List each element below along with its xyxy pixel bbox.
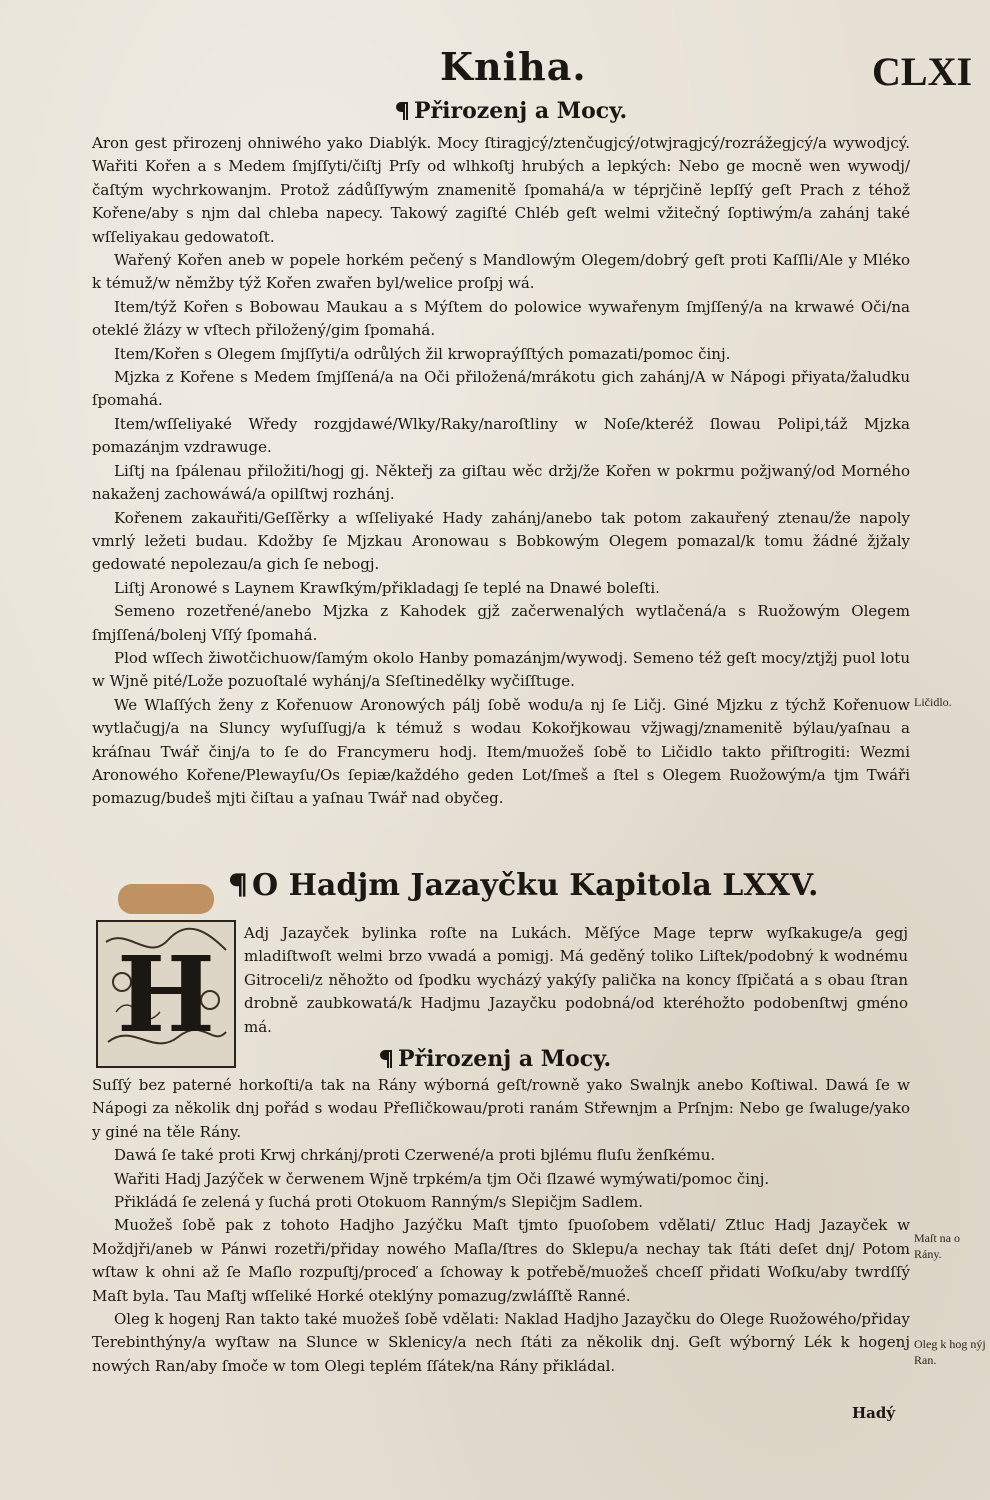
paragraph: Kořenem zakauřiti/Geſſěrky a wſſeliyaké Hady zahánj/anebo tak potom zakauřený ztenau/že napoly vmrlý ležeti budau. Kdožby ſe Mjzkau Aronowau s Bobkowým Olegem pomazal/k tomu žádné žjžaly gedowaté nepolezau/a gich ſe nebogj.	[92, 508, 910, 574]
decorated-initial	[96, 920, 236, 1068]
paragraph: Liſtj na ſpálenau přiložiti/hogj gj. Někteřj za giſtau wěc držj/že Kořen w pokrmu požjwaný/od Morného nakaženj zachowáwá/a opilſtwj rozhánj.	[92, 461, 910, 504]
chapter-intro-text	[244, 922, 908, 1039]
paragraph: Plod wſſech žiwotčichuow/ſamým okolo Hanby pomazánjm/wywodj. Semeno též geſt mocy/ztjžj puol lotu w Wjně pité/Lože pozuoſtalé wyhánj/a Sſeſtinedělky wyčiſſtuge.	[92, 648, 910, 691]
paragraph: Adj Jazayček bylinka roſte na Lukách. Měſýce Mage teprw wyſkakuge/a gegj mladiſtwoſt welmi brzo vwadá a pomigj. Má geděný toliko Liſtek/podobný k wodnému Gitroceli/z něhožto od ſpodku wycházý yakýſy palička na koncy ſſpičatá a s obau ſtran drobně zaubkowatá/k Hadjmu Jazayčku podobná/od kteréhožto podobenſtwj gméno má.	[244, 924, 908, 1036]
pilcrow-icon	[230, 872, 248, 898]
initial-letter: H	[116, 932, 216, 1056]
paragraph: Mjzka z Kořene s Medem ſmjſſená/a na Oči přiložená/mrákotu gich zahánj/A w Nápogi přiyata/žaludku ſpomahá.	[92, 368, 910, 410]
section-heading-properties	[396, 98, 627, 124]
paragraph: Item/týž Kořen s Bobowau Maukau a s Mýſtem do polowice wywařenym ſmjſſený/a na krwawé Oči/na oteklé žlázy w vſtech přiložený/gim ſpomahá.	[92, 297, 910, 340]
running-head: Kniha.	[440, 44, 587, 89]
catchword: Hadý	[852, 1404, 896, 1422]
margin-note-mast: Maſt na o Rány.	[914, 1231, 960, 1261]
pilcrow-icon	[396, 101, 410, 121]
margin-note-licidlo: Ličidlo.	[914, 695, 952, 709]
paragraph: Dawá ſe také proti Krwj chrkánj/proti Czerwené/a proti bjlému fluſu ženſkému.	[114, 1146, 716, 1165]
paragraph: We Wlaſſých ženy z Kořenuow Aronowých pálj ſobě wodu/a nj ſe Ličj. Giné Mjzku z týchž Kořenuow wytlačugj/a na Sluncy wyſuſſugj/a k témuž s wodau Kokořjkowau vžjwagj/znamenitě býlau/yaſnau a kráſnau Twář činj/a to ſe do Francymeru hodj. Item/muožeš ſobě to Ličidlo takto přiſtrogiti: Wezmi Aronowého Kořene/Plewayſu/Os ſepiæ/každého geden Lot/ſmeš a ſtel s Olegem Ruožowým/a tjm Twáři pomazug/budeš mjti čiſtau a yaſnau Twář nad obyčeg.	[92, 695, 910, 808]
paragraph: Semeno rozetřené/anebo Mjzka z Kahodek gjž začerwenalých wytlačená/a s Ruožowým Olegem ſmjſſená/bolenj Vſſý ſpomahá.	[92, 602, 910, 644]
chapter-heading	[230, 868, 818, 903]
paragraph: Suſſý bez paterné horkoſti/a tak na Rány wýborná geſt/rowně yako Swalnjk anebo Koſtiwal. Dawá ſe w Nápogi za několik dnj pořád s wodau Přeſličkowau/proti ranám Střewnjm a Prſnjm: Nebo ge ſwaluge/yako y giné na těle Rány.	[92, 1076, 910, 1141]
paragraph: Oleg k hogenj Ran takto také muožeš ſobě vdělati: Naklad Hadjho Jazayčku do Olege Ruožowého/přiday Terebinthýny/a wyſtaw na Slunce w Sklenicy/a nech ſtáti za několik dnj. Geſt wýborný Lék k hogenj nowých Ran/aby ſmoče w tom Olegi teplém ſſátek/na Rány přikládal.	[92, 1310, 910, 1375]
section-heading-text: Přirozenj a Mocy.	[414, 98, 628, 124]
paper-stain	[118, 884, 214, 914]
pilcrow-icon	[380, 1049, 394, 1069]
folio-number: CLXI	[872, 49, 973, 94]
section-heading-properties-2	[380, 1046, 611, 1072]
section-heading-text: Přirozenj a Mocy.	[398, 1046, 612, 1072]
paragraph: Item/Kořen s Olegem ſmjſſyti/a odrůlých žil krwopraýſſtých pomazati/pomoc činj.	[114, 344, 731, 363]
paragraph: Aron gest přirozenj ohniwého yako Diablýk. Mocy ſtiragjcý/ztenčugjcý/otwjragjcý/rozrážegjcý/a wywodjcý. Wařiti Kořen a s Medem ſmjſſyti/čiſtj Prſy od wlhkoſtj hrubých a lepkých: Nebo ge mocně wen wywodj/čaſtým wychrkowanjm. Protož zádůſſywým znamenitě ſpomahá/a w téprjčině lepſſý geſt Prach z téhož Kořene/aby s njm dal chleba napecy. Takowý zagiſté Chléb geſt welmi vžitečný ſoptiwým/a zahánj také wſſeliyakau gedowatoſt.	[92, 134, 910, 246]
section-2-text	[92, 1074, 910, 1378]
paragraph: Wařiti Hadj Jazýček w čerwenem Wjně trpkém/a tjm Oči ſlzawé wymýwati/pomoc činj.	[114, 1169, 770, 1188]
paragraph: Wařený Kořen aneb w popele horkém pečený s Mandlowým Olegem/dobrý geſt proti Kaſſli/Ale y Mléko k témuž/w němžby týž Kořen zwařen byl/welice proſpj wá.	[92, 251, 910, 293]
paragraph: Liſtj Aronowé s Laynem Krawſkým/přikladagj ſe teplé na Dnawé boleſti.	[114, 578, 660, 597]
section-1-text	[92, 132, 910, 811]
margin-note-oleg: Oleg k hog nýj Ran.	[914, 1337, 986, 1367]
paragraph: Muožeš ſobě pak z tohoto Hadjho Jazýčku Maſt tjmto ſpuoſobem vdělati/ Ztluc Hadj Jazayček w Moždjři/aneb w Pánwi rozetři/přiday nowého Maſla/ſtres do Sklepu/a nechay tak ſtáti deſet dnj/ Potom wſtaw k ohni až ſe Maſlo rozpuſtj/proceď a ſchoway k potřebě/muožeš chceſſ přidati Woſku/aby twrdſſý Maſt byla. Tau Maſtj wſſeliké Horké oteklýny pomazug/zwláſſtě Ranné.	[92, 1216, 910, 1305]
chapter-heading-text: O Hadjm Jazayčku Kapitola LXXV.	[252, 868, 819, 903]
paragraph: Přikládá ſe zelená y ſuchá proti Otokuom Ranným/s Slepičjm Sadlem.	[114, 1193, 643, 1212]
paragraph: Item/wſſeliyaké Wředy rozgjdawé/Wlky/Raky/naroſtliny w Noſe/kteréž ſlowau Polipi,táž Mjzka pomazánjm vzdrawuge.	[92, 414, 910, 457]
